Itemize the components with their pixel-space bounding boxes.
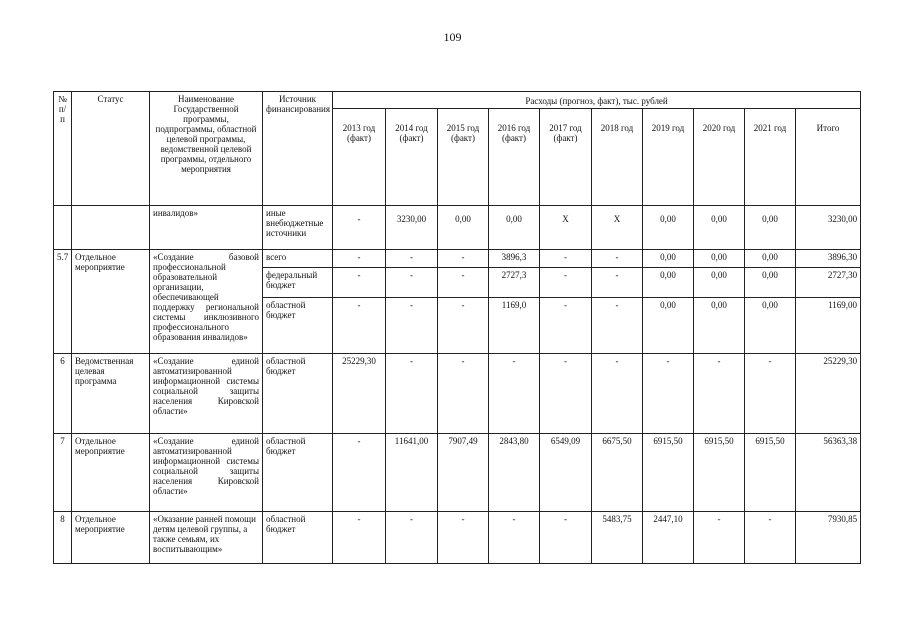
row-value: 0,00 xyxy=(643,298,694,354)
row-status: Отдельное мероприятие xyxy=(72,512,150,564)
row-value: 0,00 xyxy=(694,250,745,268)
row-total: 7930,85 xyxy=(796,512,861,564)
row-value: - xyxy=(386,268,438,298)
row-value: 5483,75 xyxy=(592,512,643,564)
row-value: - xyxy=(333,250,386,268)
row-value: 2843,80 xyxy=(489,434,540,512)
row-value: Х xyxy=(592,206,643,250)
row-value: 11641,00 xyxy=(386,434,438,512)
header-row-1 xyxy=(54,92,861,109)
page-number: 109 xyxy=(443,30,462,44)
row-value: 0,00 xyxy=(438,206,489,250)
row-value: 0,00 xyxy=(694,206,745,250)
budget-table xyxy=(53,91,861,564)
row-value: - xyxy=(386,250,438,268)
row-value: 3896,3 xyxy=(489,250,540,268)
row-value: - xyxy=(540,512,592,564)
row-source: всего xyxy=(263,250,333,268)
row-status xyxy=(72,206,150,250)
row-value: - xyxy=(386,298,438,354)
row-value: 6915,50 xyxy=(745,434,796,512)
header-status: Статус xyxy=(72,92,150,206)
row-value: - xyxy=(745,512,796,564)
row-name: инвалидов» xyxy=(150,206,263,250)
table-row xyxy=(54,250,861,268)
row-value: 6675,50 xyxy=(592,434,643,512)
row-value: - xyxy=(438,250,489,268)
row-value: 0,00 xyxy=(489,206,540,250)
row-source: областной бюджет xyxy=(263,434,333,512)
row-value: - xyxy=(592,250,643,268)
row-value: - xyxy=(438,268,489,298)
row-source: иные внебюджетные источники xyxy=(263,206,333,250)
row-total: 56363,38 xyxy=(796,434,861,512)
row-value: Х xyxy=(540,206,592,250)
row-value: 6915,50 xyxy=(643,434,694,512)
row-status: Отдельное мероприятие xyxy=(72,250,150,354)
header-source: Источник финансирования xyxy=(263,92,333,206)
header-year: 2020 год xyxy=(694,109,745,206)
row-value: - xyxy=(333,268,386,298)
row-source: федеральный бюджет xyxy=(263,268,333,298)
table-row xyxy=(54,434,861,512)
row-value: 6549,09 xyxy=(540,434,592,512)
row-value: - xyxy=(643,354,694,434)
row-value: - xyxy=(540,250,592,268)
row-value: 0,00 xyxy=(643,268,694,298)
row-source: областной бюджет xyxy=(263,298,333,354)
row-value: 0,00 xyxy=(745,250,796,268)
row-value: 0,00 xyxy=(745,298,796,354)
row-value: - xyxy=(694,354,745,434)
row-value: - xyxy=(438,298,489,354)
row-num: 8 xyxy=(54,512,72,564)
row-value: - xyxy=(592,354,643,434)
row-value: - xyxy=(438,354,489,434)
row-value: - xyxy=(386,512,438,564)
row-total: 2727,30 xyxy=(796,268,861,298)
header-num: № п/п xyxy=(54,92,72,206)
row-value: - xyxy=(745,354,796,434)
row-num: 6 xyxy=(54,354,72,434)
header-year: 2017 год (факт) xyxy=(540,109,592,206)
row-value: - xyxy=(489,354,540,434)
row-value: 0,00 xyxy=(745,206,796,250)
row-total: 3896,30 xyxy=(796,250,861,268)
header-expenses: Расходы (прогноз, факт), тыс. рублей xyxy=(333,92,861,109)
row-value: 25229,30 xyxy=(333,354,386,434)
row-value: - xyxy=(438,512,489,564)
row-value: - xyxy=(489,512,540,564)
header-year: 2016 год (факт) xyxy=(489,109,540,206)
row-total: 1169,00 xyxy=(796,298,861,354)
header-year: 2021 год xyxy=(745,109,796,206)
row-value: - xyxy=(333,434,386,512)
row-value: - xyxy=(540,298,592,354)
header-name: Наименование Государственной программы, подпрограммы, областной целевой программы, ведомственной целевой программы, отдельного мероприятия xyxy=(150,92,263,206)
row-status: Ведомственная целевая программа xyxy=(72,354,150,434)
row-value: - xyxy=(333,298,386,354)
row-value: - xyxy=(592,268,643,298)
row-name: «Создание единой автоматизированной информационной системы социальной защиты населения Кировской области» xyxy=(150,434,263,512)
row-value: - xyxy=(333,512,386,564)
row-value: 0,00 xyxy=(694,268,745,298)
row-value: - xyxy=(540,268,592,298)
row-value: 1169,0 xyxy=(489,298,540,354)
row-num xyxy=(54,206,72,250)
row-value: 2727,3 xyxy=(489,268,540,298)
table-row xyxy=(54,354,861,434)
header-year: 2013 год (факт) xyxy=(333,109,386,206)
row-value: - xyxy=(386,354,438,434)
table-row xyxy=(54,206,861,250)
header-year: 2015 год (факт) xyxy=(438,109,489,206)
row-value: 0,00 xyxy=(643,250,694,268)
row-value: - xyxy=(540,354,592,434)
row-total: 25229,30 xyxy=(796,354,861,434)
row-value: 0,00 xyxy=(694,298,745,354)
row-num: 5.7 xyxy=(54,250,72,354)
row-value: - xyxy=(333,206,386,250)
row-value: 2447,10 xyxy=(643,512,694,564)
header-year: 2014 год (факт) xyxy=(386,109,438,206)
row-status: Отдельное мероприятие xyxy=(72,434,150,512)
row-name: «Создание единой автоматизированной информационной системы социальной защиты населения Кировской области» xyxy=(150,354,263,434)
row-value: 0,00 xyxy=(745,268,796,298)
row-source: областной бюджет xyxy=(263,354,333,434)
row-total: 3230,00 xyxy=(796,206,861,250)
row-value: 7907,49 xyxy=(438,434,489,512)
header-year: 2018 год xyxy=(592,109,643,206)
row-source: областной бюджет xyxy=(263,512,333,564)
header-total: Итого xyxy=(796,109,861,206)
row-value: 6915,50 xyxy=(694,434,745,512)
row-value: - xyxy=(592,298,643,354)
row-value: 0,00 xyxy=(643,206,694,250)
row-value: - xyxy=(694,512,745,564)
row-num: 7 xyxy=(54,434,72,512)
row-value: 3230,00 xyxy=(386,206,438,250)
header-year: 2019 год xyxy=(643,109,694,206)
row-name: «Создание базовой профессиональной образовательной организации, обеспечивающей поддержку региональной системы инклюзивного профессионального образования инвалидов» xyxy=(150,250,263,354)
row-name: «Оказание ранней помощи детям целевой группы, а также семьям, их воспитывающим» xyxy=(150,512,263,564)
table-row xyxy=(54,512,861,564)
